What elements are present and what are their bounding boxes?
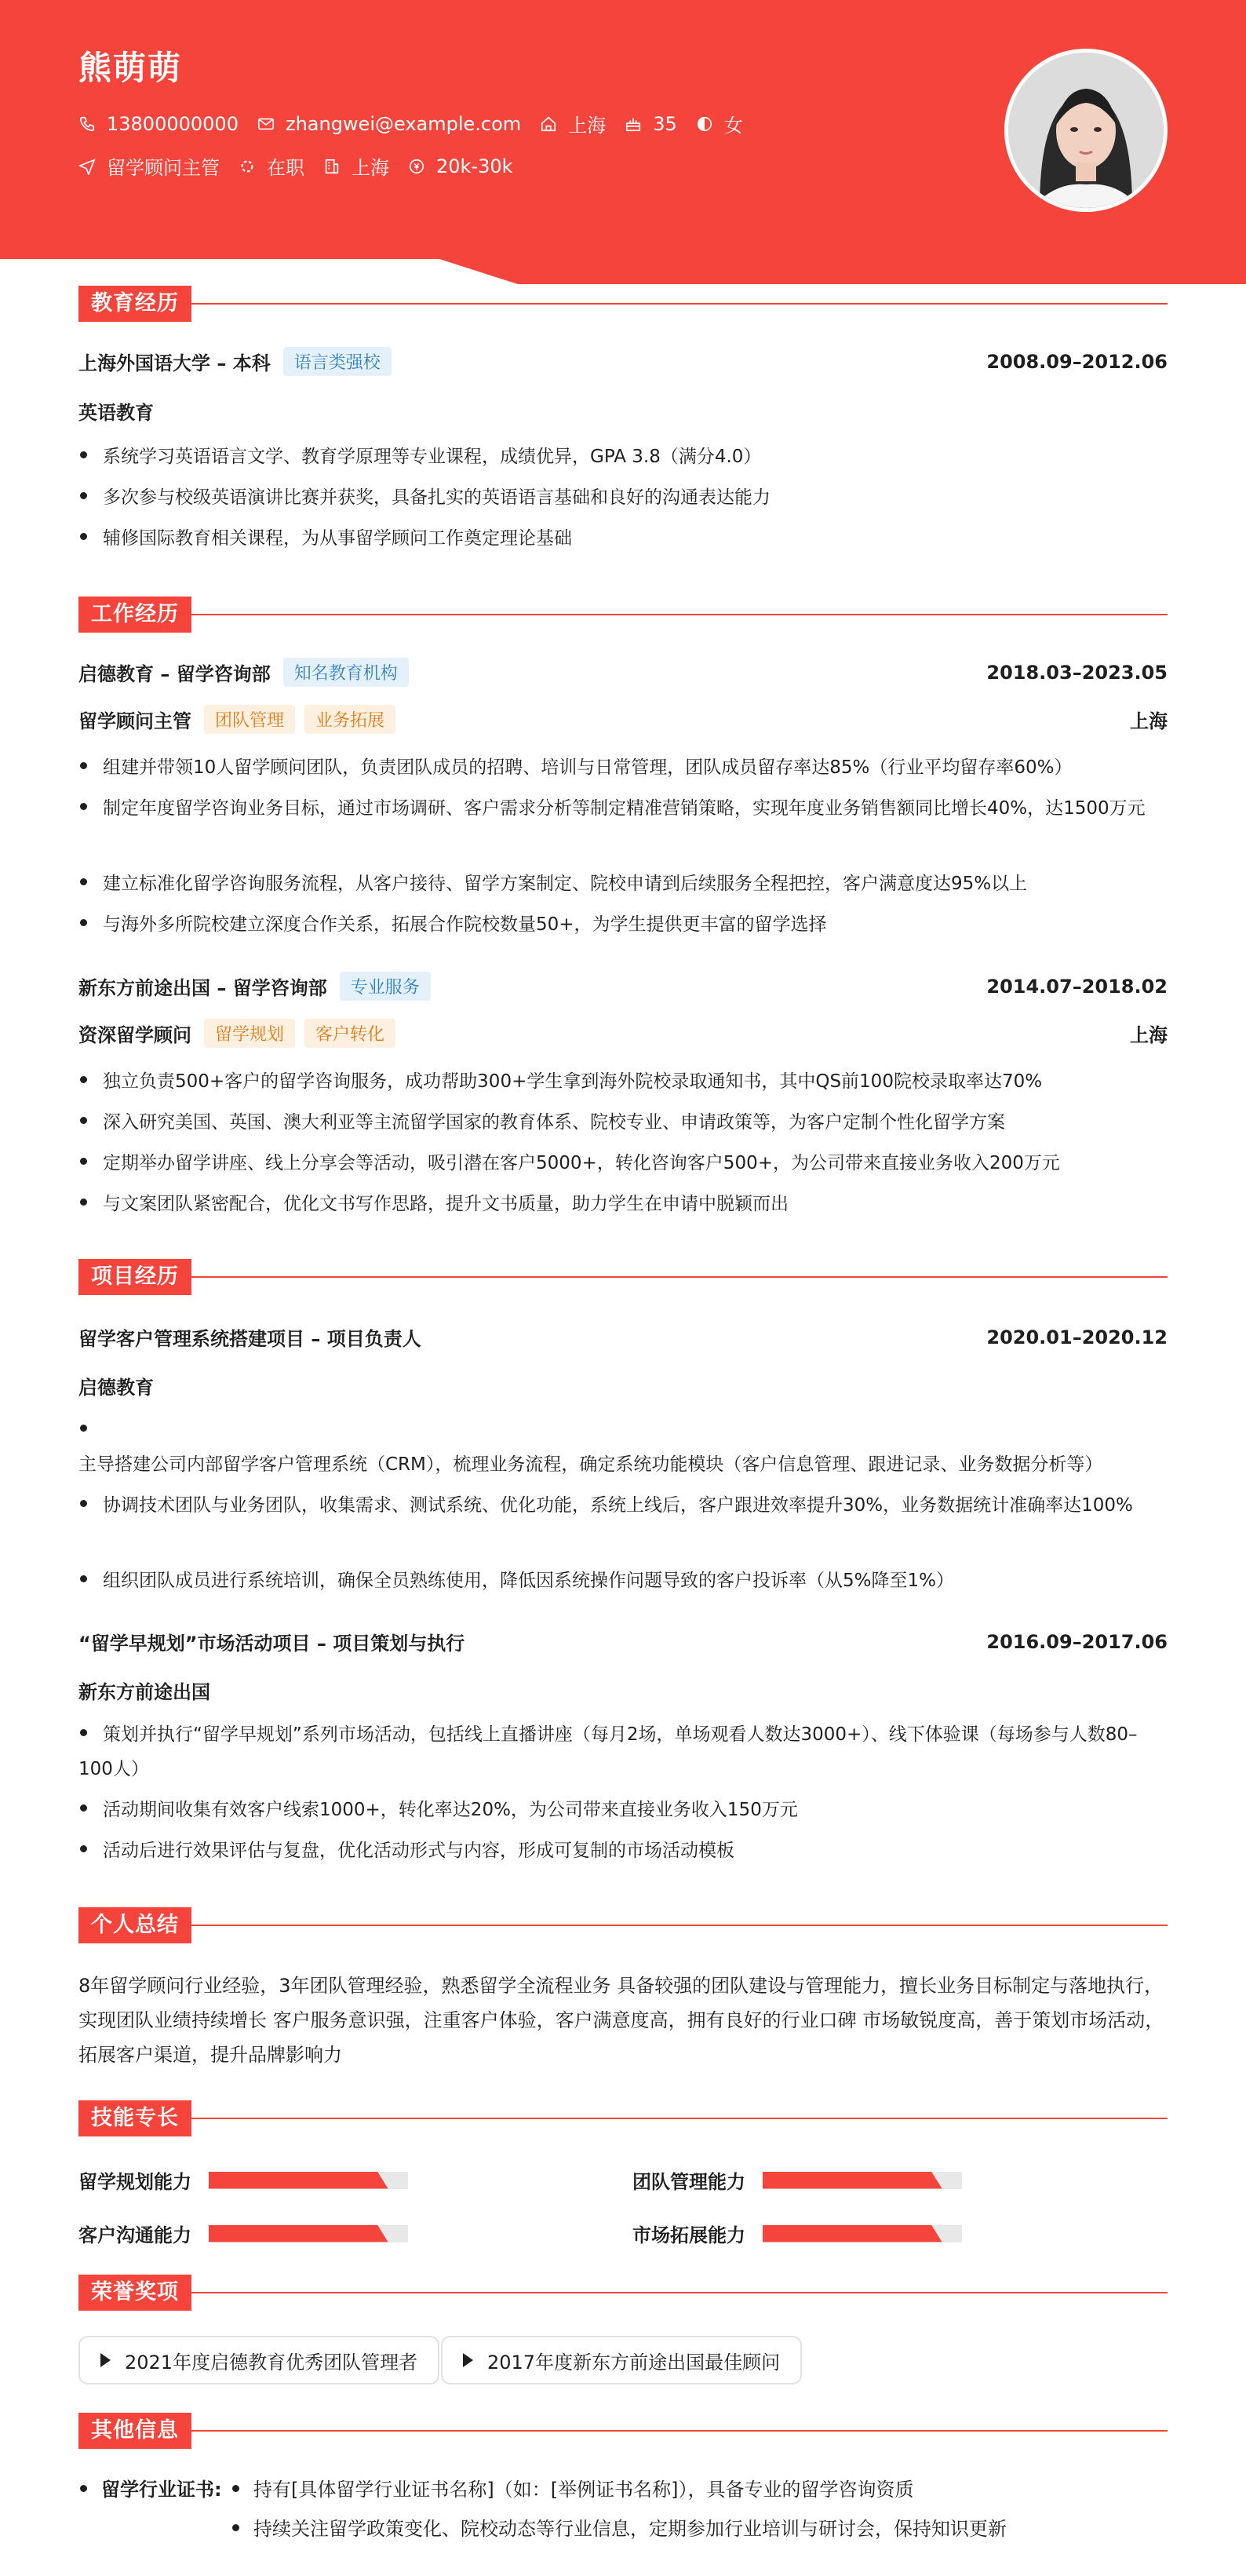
job-intent-row [78,152,532,180]
company-name: 启德教育 – 留学咨询部 [78,663,271,685]
skill-name: 留学规划能力 [78,2171,191,2193]
work-period: 2018.03–2023.05 [986,661,1168,684]
education-header-row [78,347,1168,376]
section-divider [191,1276,1168,1278]
age-text: 35 [653,112,677,135]
email-item [257,113,521,135]
skill-bar [763,2172,962,2189]
awards-heading: 荣誉奖项 [78,2275,191,2311]
skill-name: 团队管理能力 [632,2171,745,2193]
list-item: 策划并执行“留学早规划”系列市场活动，包括线上直播讲座（每月2场，单场观看人数达3000+）、线下体验课（每场参与人数80–100人） [78,1724,1138,1779]
role-tag: 业务拓展 [304,705,395,734]
target-title-item [78,152,220,180]
projects-section-title [78,1259,1168,1295]
target-city-text: 上海 [352,157,389,179]
list-item: 持有[具体留学行业证书名称]（如：[举例证书名称]），具备专业的留学咨询资质 [232,2472,913,2507]
skill-bar [763,2225,962,2242]
age-item [625,113,677,135]
city-text: 上海 [568,115,607,137]
project-org-row [78,1677,1168,1704]
avatar-portrait [1008,53,1164,208]
list-item: 多次参与校级英语演讲比赛并获奖，具备扎实的英语语言基础和良好的沟通表达能力 [78,480,1168,515]
skills-heading: 技能专长 [78,2100,191,2136]
project-org: 启德教育 [78,1377,154,1399]
skill-item [78,2220,408,2247]
project-header-row [78,1628,1168,1655]
send-icon [78,158,96,175]
list-item: 协调技术团队与业务团队，收集需求、测试系统、优化功能，系统上线后，客户跟进效率提升30%，业务数据统计准确率达100% [78,1488,1168,1523]
list-item: 定期举办留学讲座、线上分享会等活动，吸引潜在客户5000+，转化咨询客户500+，为公司带来直接业务收入200万元 [78,1146,1168,1180]
project-header-row [78,1323,1168,1351]
work-company-row [78,972,1168,1001]
work-city: 上海 [1130,710,1168,732]
work-role-row [78,705,1168,734]
status-text: 在职 [267,157,304,179]
status-item [239,152,304,180]
award-chip [441,2336,802,2384]
list-item: 系统学习英语语言文学、教育学原理等专业课程，成绩优异，GPA 3.8（满分4.0） [78,440,1168,474]
role-tag: 团队管理 [204,705,295,734]
award-text: 2021年度启德教育优秀团队管理者 [125,2351,418,2373]
school-name: 上海外国语大学 – 本科 [78,352,271,374]
phone-icon [78,115,96,133]
list-item: 与文案团队紧密配合，优化文书写作思路，提升文书质量，助力学生在申请中脱颖而出 [78,1187,1168,1221]
spinner-icon [239,158,256,175]
target-title-text: 留学顾问主管 [107,157,220,179]
gender-text: 女 [723,115,743,137]
list-item: 与海外多所院校建立深度合作关系，拓展合作院校数量50+，为学生提供更丰富的留学选择 [78,907,1168,942]
target-city-item [323,152,389,180]
contact-row [78,110,762,137]
project-org: 新东方前途出国 [78,1681,210,1703]
awards-section-title [78,2275,1168,2311]
list-item: 制定年度留学咨询业务目标，通过市场调研、客户需求分析等制定精准营销策略，实现年度业务销售额同比增长40%，达1500万元 [78,791,1168,826]
award-chip [78,2336,439,2384]
salary-text: 20k-30k [436,155,513,177]
summary-heading: 个人总结 [78,1907,191,1943]
section-divider [191,1925,1168,1926]
project-title: “留学早规划”市场活动项目 – 项目策划与执行 [78,1633,465,1655]
company-name: 新东方前途出国 – 留学咨询部 [78,977,327,999]
avatar [1004,49,1168,212]
play-triangle-icon [100,2353,111,2367]
section-divider [191,2292,1168,2293]
role-name: 留学顾问主管 [78,710,191,732]
section-divider [191,2118,1168,2119]
list-item: 组建并带领10人留学顾问团队，负责团队成员的招聘、培训与日常管理，团队成员留存率达85%（行业平均留存率60%） [78,750,1168,785]
section-divider [191,2430,1168,2432]
skill-bar [209,2225,408,2242]
company-tag: 知名教育机构 [283,658,409,687]
list-item: 深入研究美国、英国、澳大利亚等主流留学国家的教育体系、院校专业、申请政策等，为客户定制个性化留学方案 [78,1105,1168,1140]
summary-text: 8年留学顾问行业经验，3年团队管理经验，熟悉留学全流程业务 具备较强的团队建设与管理能力，擅长业务目标制定与落地执行， 实现团队业绩持续增长 客户服务意识强，注重客户体验，客户满意度高，拥有良好的行业口碑 市场敏锐度高，善于策划市场活动， 拓展客户渠道，提升品牌影响力 [78,1975,1164,2066]
education-heading: 教育经历 [78,286,191,322]
email-text: zhangwei@example.com [285,112,522,135]
other-section-title [78,2413,1168,2449]
other-heading: 其他信息 [78,2413,191,2449]
project-title: 留学客户管理系统搭建项目 – 项目负责人 [78,1328,421,1350]
list-item: 建立标准化留学咨询服务流程，从客户接待、留学方案制定、院校申请到后续服务全程把控，客户满意度达95%以上 [78,867,1168,901]
skill-item [78,2166,408,2194]
list-item: 辅修国际教育相关课程，为从事留学顾问工作奠定理论基础 [78,521,1168,556]
section-divider [191,303,1168,305]
project-period: 2016.09–2017.06 [986,1630,1168,1653]
education-section-title [78,286,1168,322]
section-divider [191,614,1168,615]
building-icon [323,158,341,175]
skill-bar-fill [763,2172,942,2189]
work-city: 上海 [1130,1024,1168,1046]
list-item: 组织团队成员进行系统培训，确保全员熟练使用，降低因系统操作问题导致的客户投诉率（从5%降至1%） [78,1563,1168,1598]
company-tag: 专业服务 [340,972,431,1001]
work-period: 2014.07–2018.02 [986,975,1168,998]
work-role-row [78,1019,1168,1048]
list-item: 独立负责500+客户的留学咨询服务，成功帮助300+学生拿到海外院校录取通知书，其中QS前100院校录取率达70% [78,1064,1168,1099]
role-tag: 留学规划 [204,1019,295,1048]
role-tag: 客户转化 [304,1019,395,1048]
skill-name: 市场拓展能力 [632,2224,745,2246]
skill-item [632,2166,962,2194]
mail-icon [257,115,275,133]
award-text: 2017年度新东方前途出国最佳顾问 [487,2351,781,2373]
city-item [540,110,606,137]
cake-icon [625,115,642,133]
face-icon [696,115,713,133]
list-item: 主导搭建公司内部留学客户管理系统（CRM），梳理业务流程，确定系统功能模块（客户信息管理、跟进记录、业务数据分析等） [78,1413,1168,1482]
skill-bar-fill [209,2225,388,2242]
project-org-row [78,1372,1168,1399]
home-icon [540,115,557,133]
major-name: 英语教育 [78,402,154,424]
work-heading: 工作经历 [78,597,191,633]
phone-item [78,113,239,135]
skills-section-title [78,2100,1168,2136]
work-company-row [78,658,1168,687]
role-name: 资深留学顾问 [78,1024,191,1046]
project-period: 2020.01–2020.12 [986,1326,1168,1348]
gender-item [696,110,743,137]
education-period: 2008.09–2012.06 [986,350,1168,373]
projects-heading: 项目经历 [78,1259,191,1295]
skill-name: 客户沟通能力 [78,2224,191,2246]
skill-bar-fill [763,2225,942,2242]
school-tag: 语言类强校 [283,347,392,376]
phone-text: 13800000000 [107,112,239,135]
money-icon [408,158,425,175]
candidate-name: 熊萌萌 [78,49,183,87]
work-section-title [78,597,1168,633]
list-item: 活动后进行效果评估与复盘，优化活动形式与内容，形成可复制的市场活动模板 [78,1833,1168,1868]
salary-item [408,155,513,177]
skill-bar-fill [209,2172,388,2189]
list-item: 持续关注留学政策变化、院校动态等行业信息，定期参加行业培训与研讨会，保持知识更新 [232,2512,1007,2546]
skill-item [632,2220,962,2247]
skill-bar [209,2172,408,2189]
play-triangle-icon [463,2353,473,2367]
other-label-row [78,2472,222,2507]
resume-header [0,0,1246,287]
major-row [78,397,1168,425]
summary-section-title [78,1907,1168,1943]
other-label: 留学行业证书: [101,2479,222,2501]
list-item: 活动期间收集有效客户线索1000+，转化率达20%，为公司带来直接业务收入150万元 [78,1793,1168,1827]
